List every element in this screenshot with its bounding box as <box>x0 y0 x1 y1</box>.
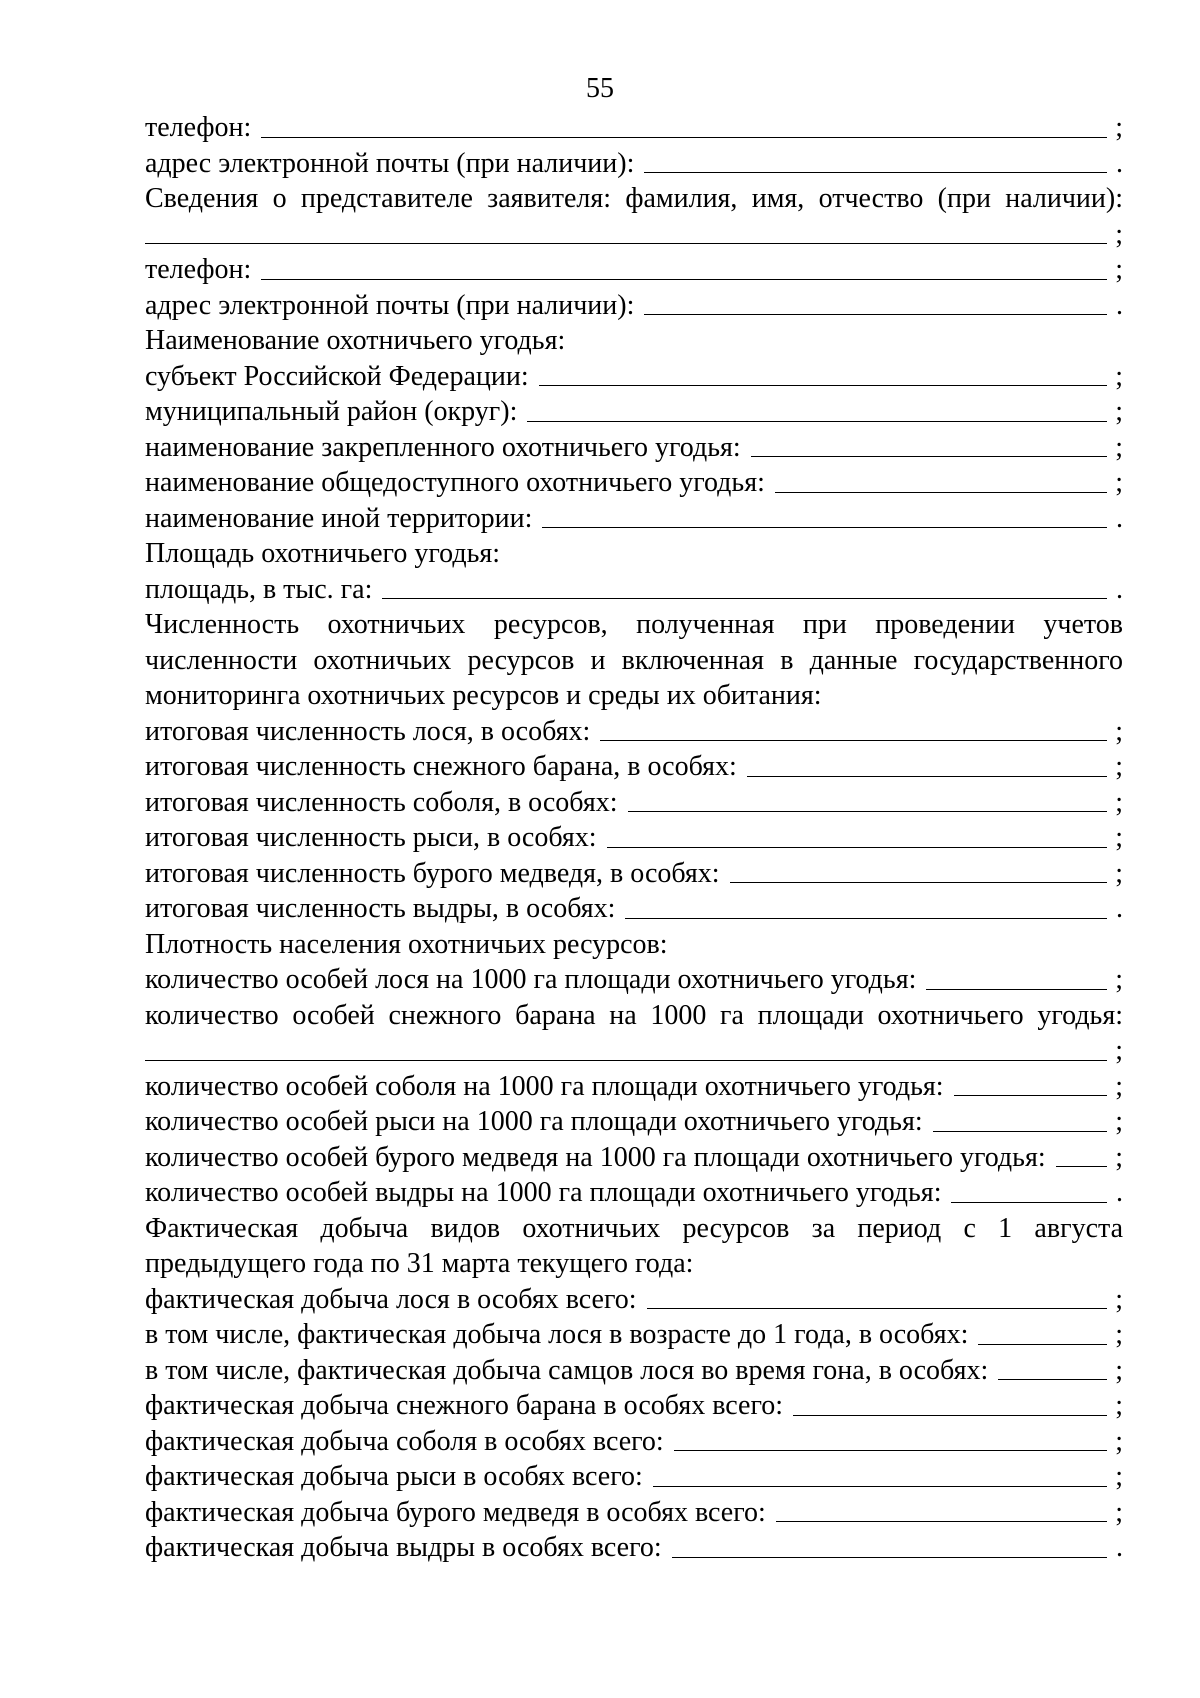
form-field-row <box>145 1069 1123 1105</box>
field-label: итоговая численность выдры, в особях: <box>145 893 616 924</box>
form-field-row <box>145 1388 1123 1424</box>
field-label: фактическая добыча бурого медведя в особях всего: <box>145 1496 766 1528</box>
field-terminator: ; <box>1115 254 1123 285</box>
form-field-row <box>145 1104 1123 1140</box>
paragraph-line: предыдущего года по 31 марта текущего года: <box>145 1248 694 1279</box>
fill-in-blank-line[interactable] <box>978 1344 1107 1345</box>
fill-in-blank-line[interactable] <box>730 882 1107 883</box>
justified-line: Сведения о представителе заявителя: фамилия, имя, отчество (при наличии): <box>145 183 1123 214</box>
field-label: телефон: <box>145 112 252 143</box>
fill-in-blank-line[interactable] <box>674 1450 1107 1451</box>
form-field-row <box>145 288 1123 324</box>
field-label: субъект Российской Федерации: <box>145 360 529 392</box>
blank-line-row <box>145 1033 1123 1069</box>
form-field-row <box>145 146 1123 182</box>
field-terminator: . <box>1116 893 1123 924</box>
form-field-row <box>145 465 1123 501</box>
fill-in-blank-line[interactable] <box>647 1308 1107 1309</box>
field-label: муниципальный район (округ): <box>145 396 518 427</box>
field-terminator: ; <box>1115 715 1123 747</box>
paragraph-line: Численность охотничьих ресурсов, полученная при проведении учетов <box>145 609 1123 640</box>
blank-line-row <box>145 217 1123 253</box>
section-heading: Плотность населения охотничьих ресурсов: <box>145 928 668 960</box>
fill-in-blank-line[interactable] <box>625 918 1107 919</box>
form-field-row <box>145 714 1123 750</box>
field-label: итоговая численность снежного барана, в особях: <box>145 751 737 782</box>
field-label: фактическая добыча лося в особях всего: <box>145 1283 637 1315</box>
form-field-row <box>145 501 1123 537</box>
form-field-row <box>145 359 1123 395</box>
field-terminator: ; <box>1115 964 1123 995</box>
field-terminator: ; <box>1115 1035 1123 1066</box>
field-terminator: ; <box>1115 112 1123 143</box>
field-terminator: ; <box>1115 1354 1123 1386</box>
form-field-row <box>145 962 1123 998</box>
form-field-row <box>145 110 1123 146</box>
fill-in-blank-line[interactable] <box>926 989 1107 990</box>
fill-in-blank-line[interactable] <box>145 243 1107 244</box>
field-terminator: ; <box>1115 1390 1123 1421</box>
field-terminator: ; <box>1115 396 1123 427</box>
field-terminator: ; <box>1115 1070 1123 1102</box>
form-field-row <box>145 1459 1123 1495</box>
field-label: телефон: <box>145 254 252 285</box>
field-label: количество особей выдры на 1000 га площади охотничьего угодья: <box>145 1177 942 1208</box>
field-label: итоговая численность бурого медведя, в особях: <box>145 857 720 889</box>
paragraph-line: численности охотничьих ресурсов и включенная в данные государственного <box>145 644 1123 676</box>
paragraph-line: Фактическая добыча видов охотничьих ресурсов за период с 1 августа <box>145 1212 1123 1244</box>
field-label: адрес электронной почты (при наличии): <box>145 289 635 321</box>
field-label: итоговая численность соболя, в особях: <box>145 786 618 818</box>
paragraph-line: мониторинга охотничьих ресурсов и среды их обитания: <box>145 680 822 711</box>
field-label: итоговая численность рыси, в особях: <box>145 822 597 853</box>
field-label: фактическая добыча выдры в особях всего: <box>145 1532 662 1563</box>
field-label: наименование общедоступного охотничьего угодья: <box>145 467 765 498</box>
field-terminator: ; <box>1115 431 1123 463</box>
form-field-row <box>145 572 1123 608</box>
field-label: площадь, в тыс. га: <box>145 573 373 605</box>
field-label: фактическая добыча соболя в особях всего: <box>145 1425 664 1457</box>
field-terminator: ; <box>1115 1106 1123 1137</box>
fill-in-blank-line[interactable] <box>776 1521 1107 1522</box>
field-label: количество особей рыси на 1000 га площади охотничьего угодья: <box>145 1106 923 1137</box>
form-field-row <box>145 1282 1123 1318</box>
fill-in-blank-line[interactable] <box>261 279 1107 280</box>
field-label: количество особей бурого медведя на 1000 га площади охотничьего угодья: <box>145 1141 1046 1173</box>
field-label: в том числе, фактическая добыча самцов лося во время гона, в особях: <box>145 1354 989 1386</box>
field-label: итоговая численность лося, в особях: <box>145 715 591 747</box>
field-label: количество особей соболя на 1000 га площади охотничьего угодья: <box>145 1070 944 1102</box>
fill-in-blank-line[interactable] <box>644 314 1107 315</box>
field-terminator: . <box>1116 1532 1123 1563</box>
form-field-row <box>145 430 1123 466</box>
form-field-row <box>145 1530 1123 1566</box>
field-terminator: ; <box>1115 786 1123 818</box>
justified-line: количество особей снежного барана на 1000 га площади охотничьего угодья: <box>145 999 1123 1031</box>
form-field-row <box>145 252 1123 288</box>
field-label: фактическая добыча снежного барана в особях всего: <box>145 1390 784 1421</box>
fill-in-blank-line[interactable] <box>145 1060 1107 1061</box>
fill-in-blank-line[interactable] <box>793 1415 1107 1416</box>
field-label: фактическая добыча рыси в особях всего: <box>145 1461 643 1492</box>
fill-in-blank-line[interactable] <box>747 776 1107 777</box>
field-terminator: . <box>1116 1177 1123 1208</box>
form-field-row <box>145 1495 1123 1531</box>
fill-in-blank-line[interactable] <box>261 137 1107 138</box>
form-field-row <box>145 856 1123 892</box>
fill-in-blank-line[interactable] <box>539 385 1107 386</box>
form-field-row <box>145 749 1123 785</box>
form-field-row <box>145 1140 1123 1176</box>
form-field-row <box>145 1353 1123 1389</box>
fill-in-blank-line[interactable] <box>653 1486 1107 1487</box>
section-heading: Площадь охотничьего угодья: <box>145 538 500 569</box>
field-terminator: . <box>1116 573 1123 605</box>
form-field-row <box>145 1317 1123 1353</box>
form-content <box>145 110 1123 1566</box>
field-terminator: . <box>1116 147 1123 179</box>
fill-in-blank-line[interactable] <box>607 847 1107 848</box>
fill-in-blank-line[interactable] <box>998 1379 1107 1380</box>
form-field-row <box>145 891 1123 927</box>
fill-in-blank-line[interactable] <box>382 598 1107 599</box>
field-terminator: ; <box>1115 1461 1123 1492</box>
field-terminator: ; <box>1115 822 1123 853</box>
fill-in-blank-line[interactable] <box>1056 1166 1107 1167</box>
field-terminator: ; <box>1115 467 1123 498</box>
fill-in-blank-line[interactable] <box>600 740 1107 741</box>
form-field-row <box>145 785 1123 821</box>
form-field-row <box>145 820 1123 856</box>
field-label: количество особей лося на 1000 га площади охотничьего угодья: <box>145 964 917 995</box>
field-terminator: ; <box>1115 1496 1123 1528</box>
form-field-row <box>145 1175 1123 1211</box>
form-field-row <box>145 1424 1123 1460</box>
field-terminator: ; <box>1115 1425 1123 1457</box>
fill-in-blank-line[interactable] <box>628 811 1108 812</box>
fill-in-blank-line[interactable] <box>527 421 1107 422</box>
fill-in-blank-line[interactable] <box>933 1131 1107 1132</box>
field-terminator: ; <box>1115 751 1123 782</box>
fill-in-blank-line[interactable] <box>542 527 1107 528</box>
field-terminator: ; <box>1115 360 1123 392</box>
fill-in-blank-line[interactable] <box>644 172 1107 173</box>
page-number: 55 <box>586 73 614 104</box>
field-label: в том числе, фактическая добыча лося в возрасте до 1 года, в особях: <box>145 1319 969 1350</box>
field-label: адрес электронной почты (при наличии): <box>145 147 635 179</box>
field-terminator: ; <box>1115 1141 1123 1173</box>
form-field-row <box>145 394 1123 430</box>
field-terminator: . <box>1116 289 1123 321</box>
field-terminator: ; <box>1115 1319 1123 1350</box>
field-terminator: ; <box>1115 1283 1123 1315</box>
field-label: наименование иной территории: <box>145 502 533 534</box>
field-terminator: ; <box>1115 857 1123 889</box>
fill-in-blank-line[interactable] <box>672 1557 1107 1558</box>
section-heading: Наименование охотничьего угодья: <box>145 325 566 356</box>
field-terminator: ; <box>1115 218 1123 250</box>
field-label: наименование закрепленного охотничьего угодья: <box>145 431 741 463</box>
field-terminator: . <box>1116 502 1123 534</box>
fill-in-blank-line[interactable] <box>775 492 1107 493</box>
fill-in-blank-line[interactable] <box>951 1202 1107 1203</box>
fill-in-blank-line[interactable] <box>954 1095 1107 1096</box>
fill-in-blank-line[interactable] <box>751 456 1107 457</box>
